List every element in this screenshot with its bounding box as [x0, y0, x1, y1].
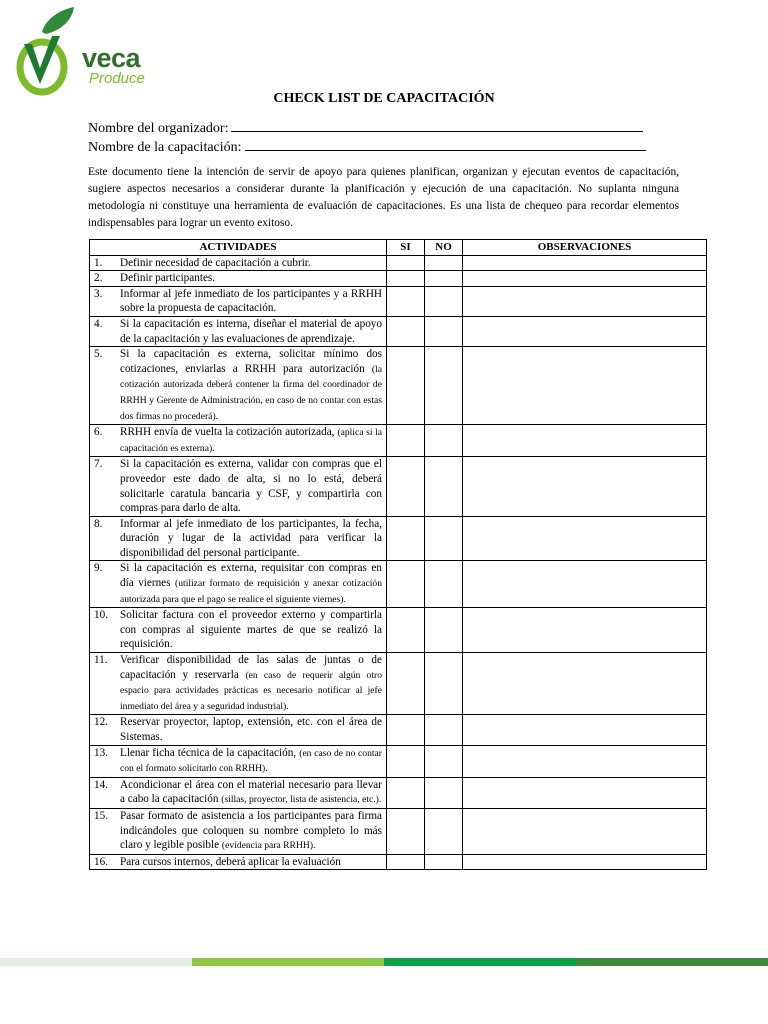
header-no: NO [425, 240, 463, 256]
checklist-body [90, 255, 707, 870]
activity-main-text: Si la capacitación es externa, solicitar mínimo dos cotizaciones, enviarlas a RRHH para autorización [120, 348, 382, 375]
no-checkbox-cell[interactable] [425, 715, 463, 745]
activity-main-text: Informar al jefe inmediato de los participantes y a RRHH sobre la propuesta de capacitación. [120, 287, 382, 315]
checklist-table [89, 239, 707, 870]
observations-cell[interactable] [463, 561, 707, 608]
footer-bar-segment [0, 958, 192, 966]
activity-number: 15. [94, 809, 108, 822]
yes-checkbox-cell[interactable] [387, 516, 425, 561]
activity-text [120, 287, 382, 316]
no-checkbox-cell[interactable] [425, 561, 463, 608]
activity-number: 16. [94, 855, 108, 868]
activity-cell [90, 425, 387, 457]
document-title: CHECK LIST DE CAPACITACIÓN [273, 91, 495, 106]
activity-main-text: Definir participantes. [120, 272, 216, 285]
activity-cell [90, 808, 387, 854]
table-row [90, 286, 707, 316]
activity-main-text: Definir necesidad de capacitación a cubrir. [120, 256, 311, 269]
table-row [90, 777, 707, 808]
activity-cell [90, 286, 387, 316]
organizer-line [231, 118, 643, 132]
yes-checkbox-cell[interactable] [387, 347, 425, 425]
activity-text [120, 809, 382, 854]
activity-note: (sillas, proyector, lista de asistencia, etc.). [221, 794, 382, 806]
activity-number: 12. [94, 716, 108, 729]
organizer-label: Nombre del organizador: [88, 121, 229, 136]
activity-note: (utilizar formato de requisición y anexar cotización autorizada para que el pago se realice el siguiente viernes). [120, 578, 382, 605]
observations-cell[interactable] [463, 347, 707, 425]
activity-text [120, 317, 382, 346]
activity-cell [90, 777, 387, 808]
activity-cell [90, 255, 387, 271]
activity-cell [90, 653, 387, 715]
yes-checkbox-cell[interactable] [387, 745, 425, 777]
yes-checkbox-cell[interactable] [387, 316, 425, 346]
activity-note: (la cotización autorizada deberá contener la firma del coordinador de RRHH y Gerente de Administración, en caso de no contar con estas dos firmas no procederá). [120, 363, 382, 422]
yes-checkbox-cell[interactable] [387, 808, 425, 854]
activity-cell [90, 316, 387, 346]
yes-checkbox-cell[interactable] [387, 653, 425, 715]
no-checkbox-cell[interactable] [425, 653, 463, 715]
activity-text [120, 561, 382, 607]
logo-sub-text: Produce [89, 70, 145, 87]
yes-checkbox-cell[interactable] [387, 286, 425, 316]
yes-checkbox-cell[interactable] [387, 255, 425, 271]
activity-main-text: Si la capacitación es externa, requisitar con compras en día viernes [120, 562, 382, 590]
no-checkbox-cell[interactable] [425, 347, 463, 425]
table-row [90, 316, 707, 346]
yes-checkbox-cell[interactable] [387, 854, 425, 870]
no-checkbox-cell[interactable] [425, 316, 463, 346]
yes-checkbox-cell[interactable] [387, 608, 425, 653]
activity-text [120, 855, 382, 870]
activity-text [120, 608, 382, 652]
footer-bar-segment [576, 958, 768, 966]
activity-main-text: RRHH envía de vuelta la cotización autorizada, [120, 426, 335, 439]
activity-main-text: Reservar proyector, laptop, extensión, etc. con el área de Sistemas. [120, 716, 382, 743]
activity-cell [90, 457, 387, 516]
activity-cell [90, 271, 387, 287]
activity-number: 5. [94, 348, 103, 361]
activity-number: 14. [94, 778, 108, 791]
activity-main-text: Si la capacitación es interna, diseñar el material de apoyo de la capacitación y las evaluaciones de aprendizaje. [120, 317, 382, 345]
no-checkbox-cell[interactable] [425, 854, 463, 870]
activity-text [120, 746, 382, 777]
activity-number: 8. [94, 517, 103, 530]
table-row [90, 854, 707, 870]
no-checkbox-cell[interactable] [425, 271, 463, 287]
activity-number: 6. [94, 426, 103, 439]
observations-cell[interactable] [463, 425, 707, 457]
activity-cell [90, 854, 387, 870]
activity-cell [90, 561, 387, 608]
table-row [90, 808, 707, 854]
table-row [90, 653, 707, 715]
no-checkbox-cell[interactable] [425, 457, 463, 516]
table-row [90, 608, 707, 653]
activity-number: 3. [94, 287, 103, 300]
activity-text [120, 347, 382, 424]
training-name-line [245, 137, 646, 151]
activity-number: 10. [94, 609, 108, 622]
activity-number: 2. [94, 272, 103, 285]
table-row [90, 255, 707, 271]
no-checkbox-cell[interactable] [425, 255, 463, 271]
table-row [90, 271, 707, 287]
activity-main-text: Verificar disponibilidad de las salas de juntas o de capacitación y reservarla [120, 654, 382, 681]
table-row [90, 516, 707, 561]
header-observations: OBSERVACIONES [463, 240, 707, 256]
training-name-label: Nombre de la capacitación: [88, 140, 242, 155]
no-checkbox-cell[interactable] [425, 808, 463, 854]
observations-cell[interactable] [463, 745, 707, 777]
activity-number: 4. [94, 317, 103, 330]
yes-checkbox-cell[interactable] [387, 715, 425, 745]
activity-main-text: Llenar ficha técnica de la capacitación, [120, 746, 297, 759]
observations-cell[interactable] [463, 316, 707, 346]
activity-number: 7. [94, 458, 103, 471]
activity-text [120, 778, 382, 808]
activity-note: (en caso de no contar con el formato solicitarlo con RRHH). [120, 747, 383, 775]
table-row [90, 745, 707, 777]
table-row [90, 457, 707, 516]
no-checkbox-cell[interactable] [425, 286, 463, 316]
no-checkbox-cell[interactable] [425, 608, 463, 653]
observations-cell[interactable] [463, 777, 707, 808]
table-row [90, 425, 707, 457]
observations-cell[interactable] [463, 715, 707, 745]
activity-text [120, 425, 382, 456]
training-name-field [88, 137, 646, 156]
activity-number: 9. [94, 562, 103, 575]
table-header-row [90, 240, 707, 256]
activity-text [120, 256, 382, 271]
activity-main-text: Para cursos internos, deberá aplicar la evaluación [120, 855, 341, 868]
yes-checkbox-cell[interactable] [387, 425, 425, 457]
activity-main-text: Si la capacitación es externa, validar con compras que el proveedor este dado de alta, si no lo está, deberá solicitarle caratula bancaria y CSF, y compartirla con compras para darlo de alta. [120, 458, 382, 515]
activity-text [120, 517, 382, 561]
activity-cell [90, 516, 387, 561]
observations-cell[interactable] [463, 854, 707, 870]
activity-main-text: Acondicionar el área con el material necesario para llevar a cabo la capacitación [120, 778, 382, 806]
activity-cell [90, 745, 387, 777]
activity-main-text: Solicitar factura con el proveedor externo y compartirla con compras al siguiente martes de que se realizó la requisición. [120, 609, 382, 651]
activity-cell [90, 608, 387, 653]
observations-cell[interactable] [463, 271, 707, 287]
activity-text [120, 653, 382, 714]
logo-brand-text: veca [82, 43, 141, 73]
activity-note: (evidencia para RRHH). [221, 840, 316, 852]
footer-bar-segment [384, 958, 576, 966]
activity-number: 11. [94, 654, 108, 667]
observations-cell[interactable] [463, 653, 707, 715]
activity-main-text: Informar al jefe inmediato de los participantes, la fecha, duración y lugar de la actividad para verificar la disponibilidad del personal participante. [120, 517, 382, 559]
observations-cell[interactable] [463, 255, 707, 271]
observations-cell[interactable] [463, 516, 707, 561]
activity-number: 1. [94, 256, 103, 269]
yes-checkbox-cell[interactable] [387, 271, 425, 287]
observations-cell[interactable] [463, 608, 707, 653]
organizer-field [88, 118, 643, 137]
yes-checkbox-cell[interactable] [387, 457, 425, 516]
company-logo [16, 6, 156, 94]
footer-bar-segment [192, 958, 384, 966]
no-checkbox-cell[interactable] [425, 745, 463, 777]
observations-cell[interactable] [463, 808, 707, 854]
activity-main-text: Pasar formato de asistencia a los participantes para firma indicándoles que coloquen su nombre completo lo más claro y legible posible [120, 809, 382, 852]
activity-text [120, 271, 382, 286]
no-checkbox-cell[interactable] [425, 425, 463, 457]
observations-cell[interactable] [463, 457, 707, 516]
yes-checkbox-cell[interactable] [387, 561, 425, 608]
activity-note: (en caso de requerir algún otro espacio para actividades prácticas es necesario notificar al jefe inmediato del área y a seguridad industrial). [120, 669, 383, 712]
activity-cell [90, 715, 387, 745]
yes-checkbox-cell[interactable] [387, 777, 425, 808]
activity-number: 13. [94, 746, 108, 759]
intro-paragraph: Este documento tiene la intención de servir de apoyo para quienes planifican, organizan y ejecutan eventos de capacitación, sugiere aspectos necesarios a considerar durante la planificación y ejecución de una capacitación. No suplanta ninguna metodología ni constituye una herramienta de evaluación de capacitaciones. Es una lista de chequeo para recordar elementos indispensables para lograr un evento exitoso. [88, 166, 679, 229]
header-yes: SI [387, 240, 425, 256]
table-row [90, 715, 707, 745]
activity-text [120, 457, 382, 515]
table-row [90, 561, 707, 608]
no-checkbox-cell[interactable] [425, 516, 463, 561]
activity-text [120, 715, 382, 744]
no-checkbox-cell[interactable] [425, 777, 463, 808]
activity-note: (aplica si la capacitación es externa). [120, 427, 383, 454]
observations-cell[interactable] [463, 286, 707, 316]
header-activities: ACTIVIDADES [90, 240, 387, 256]
table-row [90, 347, 707, 425]
activity-cell [90, 347, 387, 425]
